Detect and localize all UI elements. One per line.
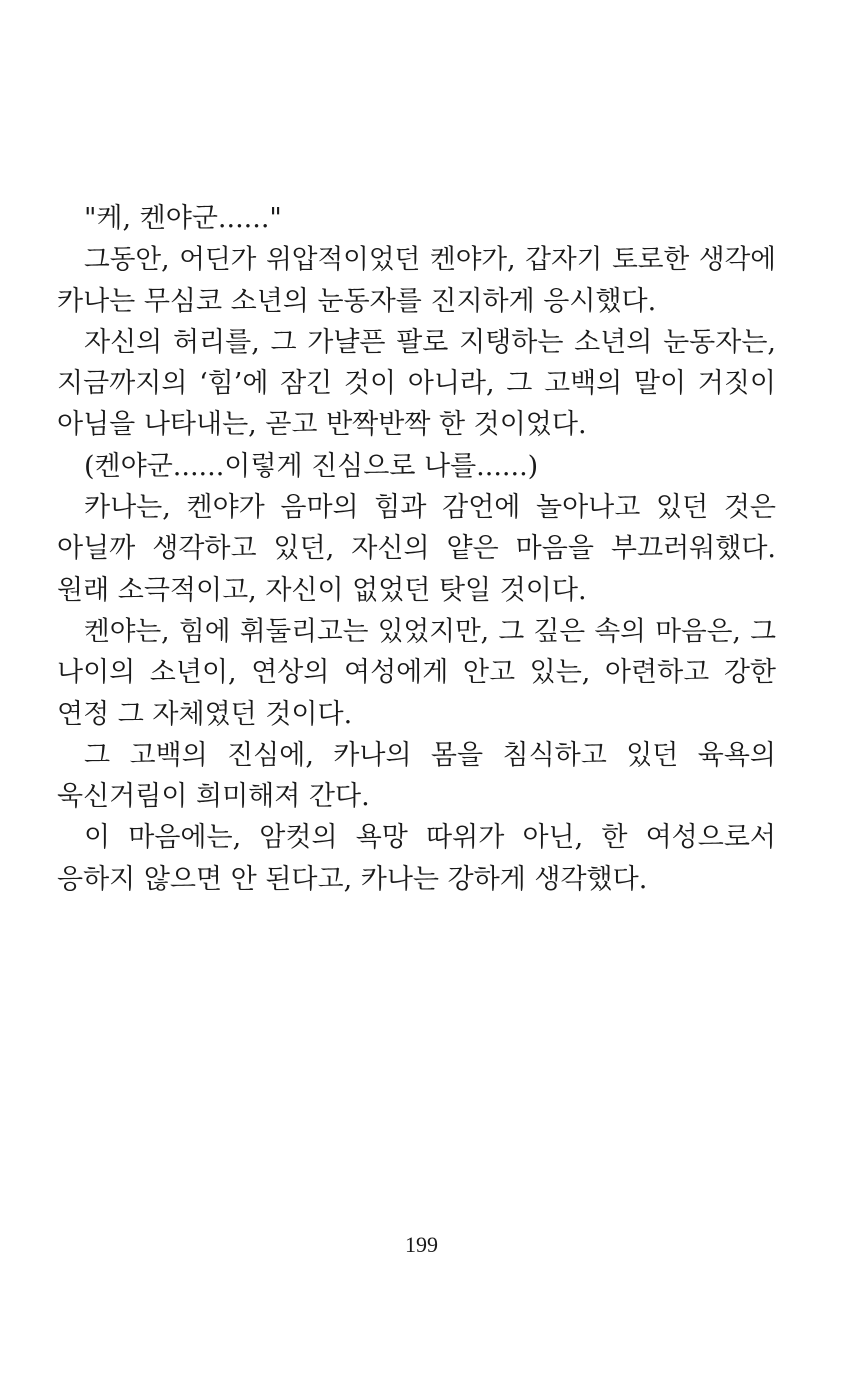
text-line: 카나는, 켄야가 음마의 힘과 감언에 놀아나고 있던 것은	[84, 492, 776, 524]
text-line: 원래 소극적이고, 자신이 없었던 탓일 것이다.	[57, 574, 587, 606]
text-line: 아님을 나타내는, 곧고 반짝반짝 한 것이었다.	[57, 409, 587, 441]
text-line: 연정 그 자체였던 것이다.	[57, 698, 353, 730]
text-line: 아닐까 생각하고 있던, 자신의 얕은 마음을 부끄러워했다.	[57, 533, 776, 565]
text-line: 카나는 무심코 소년의 눈동자를 진지하게 응시했다.	[57, 285, 657, 317]
text-line: 그동안, 어딘가 위압적이었던 켄야가, 갑자기 토로한 생각에	[84, 244, 776, 276]
body-text	[57, 198, 776, 900]
text-line: 나이의 소년이, 연상의 여성에게 안고 있는, 아련하고 강한	[57, 657, 776, 689]
text-line: 자신의 허리를, 그 가냘픈 팔로 지탱하는 소년의 눈동자는,	[84, 326, 776, 358]
text-line: 응하지 않으면 안 된다고, 카나는 강하게 생각했다.	[57, 863, 648, 895]
text-line: (켄야군......이렇게 진심으로 나를......)	[84, 450, 539, 482]
text-line: 이 마음에는, 암컷의 욕망 따위가 아닌, 한 여성으로서	[84, 822, 776, 854]
text-line: "케, 켄야군......"	[84, 203, 282, 234]
text-line: 그 고백의 진심에, 카나의 몸을 침식하고 있던 육욕의	[84, 739, 776, 771]
text-line: 켄야는, 힘에 휘둘리고는 있었지만, 그 깊은 속의 마음은, 그	[84, 615, 776, 647]
page-number: 199	[405, 1232, 438, 1257]
text-line: 욱신거림이 희미해져 간다.	[57, 781, 370, 813]
text-line: 지금까지의 ‘힘’에 잠긴 것이 아니라, 그 고백의 말이 거짓이	[57, 368, 776, 400]
